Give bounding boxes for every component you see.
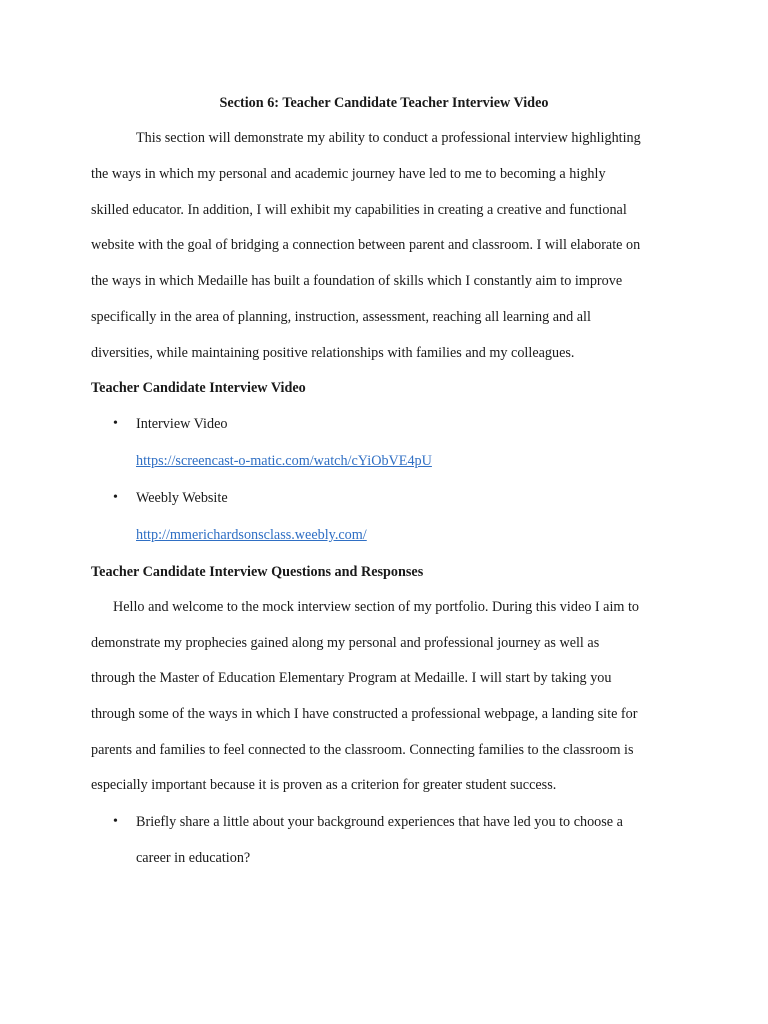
intro-line: the ways in which Medaille has built a foundation of skills which I constantly aim to improve [91, 273, 623, 289]
link-label: Weebly Website [136, 490, 228, 506]
section-title: Section 6: Teacher Candidate Teacher Interview Video [219, 95, 549, 111]
intro-line: specifically in the area of planning, instruction, assessment, reaching all learning and all [91, 309, 591, 325]
question-line: career in education? [136, 850, 251, 866]
link-label: Interview Video [136, 416, 228, 432]
welcome-line: through the Master of Education Elementary Program at Medaille. I will start by taking you [91, 670, 612, 686]
qa-heading: Teacher Candidate Interview Questions and Responses [91, 564, 424, 580]
weebly-website-link[interactable]: http://mmerichardsonsclass.weebly.com/ [136, 527, 367, 543]
interview-video-link[interactable]: https://screencast-o-matic.com/watch/cYiObVE4pU [136, 453, 432, 469]
question-line: Briefly share a little about your background experiences that have led you to choose a [136, 814, 623, 830]
welcome-line: demonstrate my prophecies gained along my personal and professional journey as well as [91, 635, 600, 651]
intro-line: website with the goal of bridging a connection between parent and classroom. I will elaborate on [91, 237, 641, 253]
bullet-icon: • [113, 490, 118, 505]
intro-line: skilled educator. In addition, I will exhibit my capabilities in creating a creative and functional [91, 202, 627, 218]
video-heading: Teacher Candidate Interview Video [91, 380, 306, 396]
welcome-line: Hello and welcome to the mock interview section of my portfolio. During this video I aim to [113, 599, 640, 615]
welcome-line: through some of the ways in which I have constructed a professional webpage, a landing site for [91, 706, 638, 722]
intro-line: This section will demonstrate my ability to conduct a professional interview highlighting [136, 130, 641, 146]
intro-line: diversities, while maintaining positive relationships with families and my colleagues. [91, 345, 575, 361]
welcome-line: especially important because it is proven as a criterion for greater student success. [91, 777, 557, 793]
bullet-icon: • [113, 814, 118, 829]
welcome-line: parents and families to feel connected to the classroom. Connecting families to the classroom is [91, 742, 634, 758]
bullet-icon: • [113, 416, 118, 431]
intro-line: the ways in which my personal and academic journey have led to me to becoming a highly [91, 166, 606, 182]
